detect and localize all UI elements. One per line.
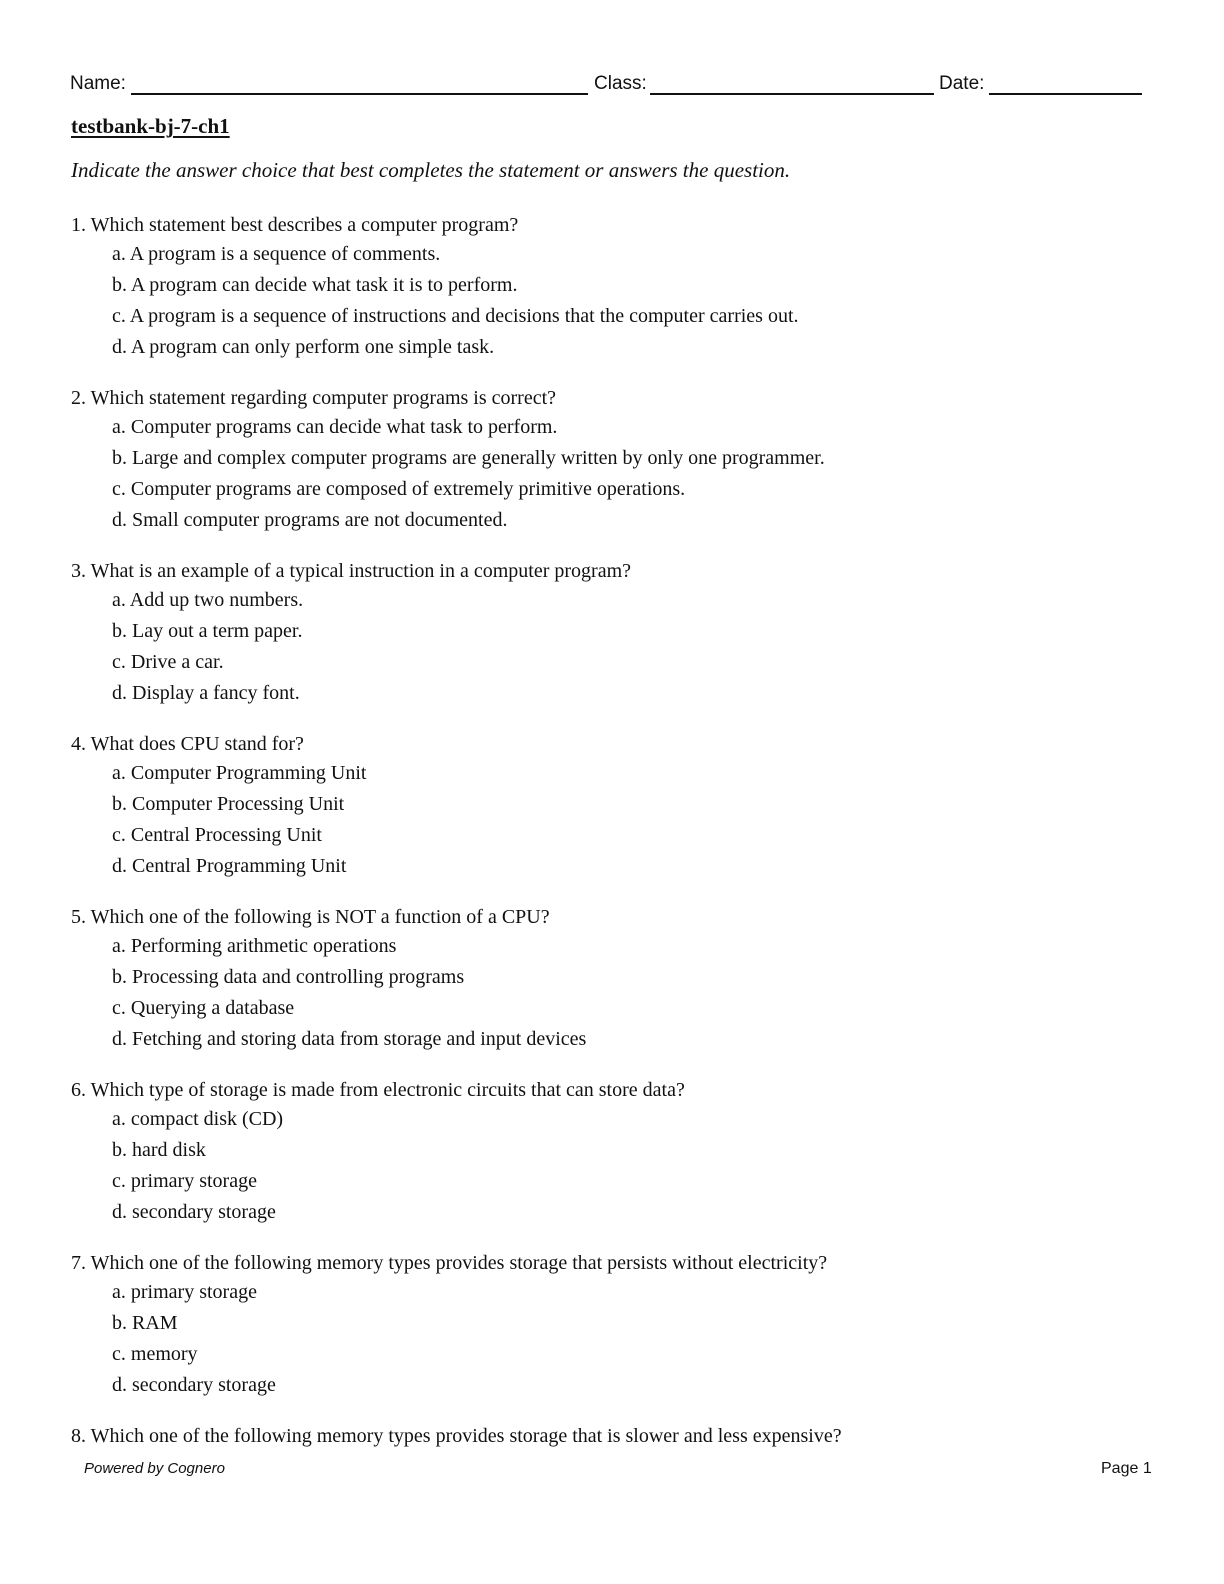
choice-text: Computer Programming Unit	[130, 762, 367, 784]
choice-letter: d.	[112, 509, 127, 531]
instructions-text: Indicate the answer choice that best completes the statement or answers the question.	[71, 158, 791, 182]
choice-letter: b.	[112, 1139, 127, 1161]
question-text: Which one of the following memory types provides storage that is slower and less expensive?	[90, 1425, 842, 1447]
choice-letter: c.	[112, 478, 126, 500]
choice-letter: b.	[112, 966, 127, 988]
choice-text: A program can only perform one simple task.	[130, 336, 495, 358]
choice-letter: b.	[112, 1312, 127, 1334]
choice-letter: a.	[112, 243, 126, 265]
choice-letter: a.	[112, 1281, 126, 1303]
question-line	[71, 730, 842, 758]
name-label: Name:	[70, 73, 126, 94]
choice-letter: c.	[112, 824, 126, 846]
answer-choice[interactable]	[71, 332, 842, 363]
question-number: 1.	[71, 214, 86, 236]
choice-letter: c.	[112, 651, 126, 673]
choice-text: secondary storage	[132, 1374, 276, 1396]
answer-choice[interactable]	[71, 851, 842, 882]
choice-text: primary storage	[130, 1170, 257, 1192]
date-label: Date:	[939, 73, 985, 94]
choice-text: A program is a sequence of comments.	[129, 243, 441, 265]
question-text: What does CPU stand for?	[90, 733, 304, 755]
choice-text: Large and complex computer programs are generally written by only one programmer.	[132, 447, 825, 469]
answer-choice[interactable]	[71, 931, 842, 962]
choice-text: Add up two numbers.	[129, 589, 304, 611]
choice-text: Computer programs are composed of extremely primitive operations.	[130, 478, 686, 500]
question-line	[71, 1249, 842, 1277]
choice-text: A program is a sequence of instructions and decisions that the computer carries out.	[129, 305, 799, 327]
question-item	[71, 1249, 842, 1401]
answer-choice[interactable]	[71, 1339, 842, 1370]
class-field-line[interactable]	[650, 93, 934, 95]
choice-text: compact disk (CD)	[130, 1108, 284, 1130]
choice-text: Processing data and controlling programs	[132, 966, 465, 988]
choice-text: Central Processing Unit	[130, 824, 322, 846]
question-item	[71, 1422, 842, 1450]
answer-choice[interactable]	[71, 443, 842, 474]
answer-choice[interactable]	[71, 1197, 842, 1228]
choice-letter: a.	[112, 935, 126, 957]
answer-choice[interactable]	[71, 1277, 842, 1308]
answer-choice[interactable]	[71, 412, 842, 443]
question-line	[71, 384, 842, 412]
choice-letter: a.	[112, 589, 126, 611]
question-item	[71, 384, 842, 536]
student-info-header	[70, 70, 1142, 98]
choice-text: A program can decide what task it is to perform.	[130, 274, 518, 296]
choice-letter: c.	[112, 997, 126, 1019]
powered-by-footer: Powered by Cognero	[84, 1460, 225, 1477]
answer-choice[interactable]	[71, 820, 842, 851]
question-line	[71, 1076, 842, 1104]
question-number: 6.	[71, 1079, 86, 1101]
choice-text: secondary storage	[132, 1201, 276, 1223]
answer-choice[interactable]	[71, 585, 842, 616]
question-item	[71, 557, 842, 709]
question-line	[71, 903, 842, 931]
choice-letter: b.	[112, 274, 127, 296]
answer-choice[interactable]	[71, 678, 842, 709]
answer-choice[interactable]	[71, 616, 842, 647]
answer-choice[interactable]	[71, 1104, 842, 1135]
choice-letter: b.	[112, 620, 127, 642]
choice-letter: d.	[112, 682, 127, 704]
choice-letter: d.	[112, 1374, 127, 1396]
question-number: 4.	[71, 733, 86, 755]
question-text: What is an example of a typical instruction in a computer program?	[90, 560, 632, 582]
answer-choice[interactable]	[71, 505, 842, 536]
question-text: Which type of storage is made from electronic circuits that can store data?	[90, 1079, 685, 1101]
question-text: Which statement best describes a computer program?	[90, 214, 519, 236]
choice-letter: d.	[112, 855, 127, 877]
choice-text: Central Programming Unit	[132, 855, 347, 877]
question-line	[71, 211, 842, 239]
choice-text: hard disk	[132, 1139, 206, 1161]
choice-letter: a.	[112, 1108, 126, 1130]
choice-text: memory	[130, 1343, 198, 1365]
choice-text: Querying a database	[130, 997, 295, 1019]
question-number: 7.	[71, 1252, 86, 1274]
question-item	[71, 211, 842, 363]
answer-choice[interactable]	[71, 993, 842, 1024]
question-line	[71, 557, 842, 585]
choice-letter: a.	[112, 416, 126, 438]
page-number: Page 1	[1101, 1460, 1152, 1477]
choice-letter: d.	[112, 1201, 127, 1223]
choice-letter: c.	[112, 1170, 126, 1192]
choice-text: Computer programs can decide what task to perform.	[130, 416, 558, 438]
answer-choice[interactable]	[71, 270, 842, 301]
choice-letter: c.	[112, 1343, 126, 1365]
choice-letter: a.	[112, 762, 126, 784]
answer-choice[interactable]	[71, 1166, 842, 1197]
question-number: 8.	[71, 1425, 86, 1447]
choice-text: Lay out a term paper.	[132, 620, 303, 642]
answer-choice[interactable]	[71, 1135, 842, 1166]
answer-choice[interactable]	[71, 474, 842, 505]
question-text: Which one of the following memory types provides storage that persists without electricity?	[90, 1252, 828, 1274]
question-item	[71, 1076, 842, 1228]
question-list	[71, 211, 842, 1471]
question-line	[71, 1422, 842, 1450]
question-number: 3.	[71, 560, 86, 582]
choice-letter: b.	[112, 793, 127, 815]
choice-text: Fetching and storing data from storage and input devices	[132, 1028, 587, 1050]
choice-text: primary storage	[130, 1281, 257, 1303]
name-field-line[interactable]	[131, 93, 588, 95]
choice-text: Display a fancy font.	[132, 682, 300, 704]
class-label: Class:	[594, 73, 647, 94]
choice-text: Drive a car.	[130, 651, 224, 673]
answer-choice[interactable]	[71, 789, 842, 820]
answer-choice[interactable]	[71, 962, 842, 993]
question-number: 5.	[71, 906, 86, 928]
date-field-line[interactable]	[989, 93, 1142, 95]
question-item	[71, 903, 842, 1055]
choice-letter: b.	[112, 447, 127, 469]
choice-text: Performing arithmetic operations	[130, 935, 397, 957]
question-text: Which statement regarding computer programs is correct?	[90, 387, 557, 409]
answer-choice[interactable]	[71, 758, 842, 789]
choice-letter: d.	[112, 1028, 127, 1050]
answer-choice[interactable]	[71, 647, 842, 678]
question-text: Which one of the following is NOT a function of a CPU?	[90, 906, 550, 928]
choice-letter: d.	[112, 336, 127, 358]
choice-text: Computer Processing Unit	[132, 793, 345, 815]
choice-text: RAM	[132, 1312, 178, 1334]
document-title: testbank-bj-7-ch1	[71, 114, 230, 138]
question-number: 2.	[71, 387, 86, 409]
choice-text: Small computer programs are not documented.	[132, 509, 508, 531]
question-item	[71, 730, 842, 882]
answer-choice[interactable]	[71, 1308, 842, 1339]
choice-letter: c.	[112, 305, 126, 327]
answer-choice[interactable]	[71, 1024, 842, 1055]
answer-choice[interactable]	[71, 1370, 842, 1401]
answer-choice[interactable]	[71, 301, 842, 332]
answer-choice[interactable]	[71, 239, 842, 270]
